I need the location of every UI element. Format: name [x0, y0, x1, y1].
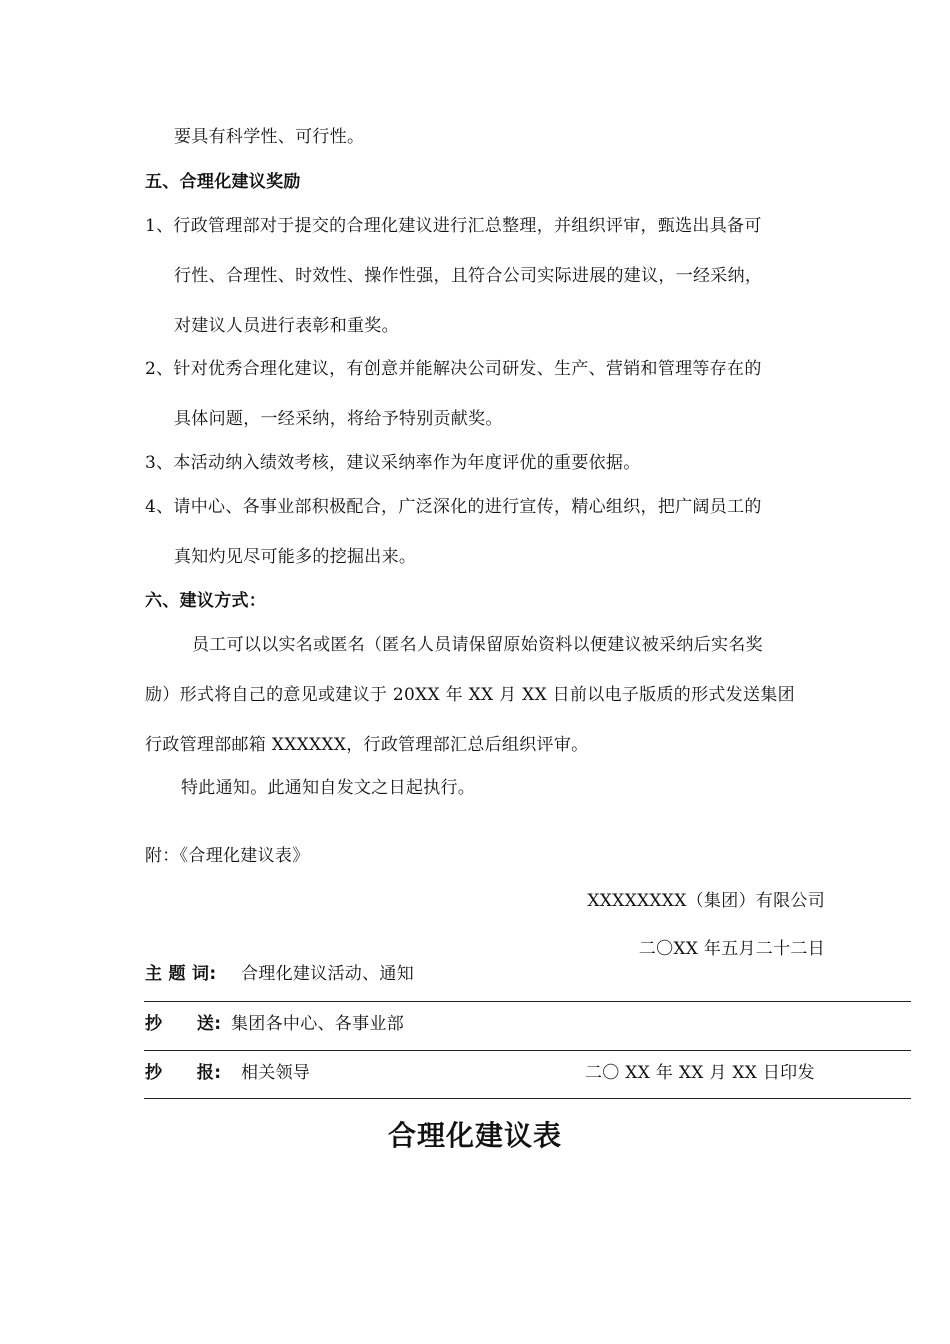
list-item-2-line-1: 2、针对优秀合理化建议，有创意并能解决公司研发、生产、营销和管理等存在的: [145, 359, 762, 379]
list-item-3-line-1: 3、本活动纳入绩效考核，建议采纳率作为年度评优的重要依据。: [145, 453, 641, 473]
section-heading-rewards: 五、合理化建议奖励: [145, 172, 301, 192]
keywords-label: 主 题 词:: [145, 964, 217, 984]
signature-date: 二〇XX 年五月二十二日: [638, 939, 825, 959]
method-para-line-3: 行政管理部邮箱 XXXXXX，行政管理部汇总后组织评审。: [145, 735, 589, 755]
keywords-value: 合理化建议活动、通知: [241, 964, 414, 984]
list-item-1-line-1: 1、行政管理部对于提交的合理化建议进行汇总整理，并组织评审，甄选出具备可: [145, 216, 762, 236]
notice-text: 特此通知。此通知自发文之日起执行。: [181, 778, 476, 798]
method-para-line-1: 员工可以以实名或匿名（匿名人员请保留原始资料以便建议被采纳后实名奖: [192, 635, 763, 655]
list-item-1-line-3: 对建议人员进行表彰和重奖。: [174, 316, 399, 336]
signature-company: XXXXXXXX（集团）有限公司: [587, 891, 825, 911]
report-value: 相关领导: [241, 1063, 311, 1083]
list-item-2-line-2: 具体问题，一经采纳，将给予特别贡献奖。: [174, 409, 503, 429]
cc-label: 抄 送:: [145, 1014, 222, 1034]
cc-value: 集团各中心、各事业部: [231, 1014, 404, 1034]
divider-line: [144, 1050, 911, 1051]
form-title: 合理化建议表: [387, 1119, 562, 1152]
list-item-4-line-1: 4、请中心、各事业部积极配合，广泛深化的进行宣传，精心组织，把广阔员工的: [145, 497, 762, 517]
body-line: 要具有科学性、可行性。: [174, 127, 365, 147]
section-heading-method: 六、建议方式：: [145, 591, 267, 611]
list-item-1-line-2: 行性、合理性、时效性、操作性强，且符合公司实际进展的建议，一经采纳，: [174, 266, 763, 286]
report-label: 抄 报:: [145, 1063, 222, 1083]
print-date: 二〇 XX 年 XX 月 XX 日印发: [585, 1063, 815, 1083]
attachment-text: 附：《合理化建议表》: [145, 846, 310, 866]
method-para-line-2: 励）形式将自己的意见或建议于 20XX 年 XX 月 XX 日前以电子版质的形式发送集团: [145, 685, 795, 705]
list-item-4-line-2: 真知灼见尽可能多的挖掘出来。: [174, 547, 417, 567]
divider-line: [144, 1001, 911, 1002]
divider-line: [144, 1098, 911, 1099]
